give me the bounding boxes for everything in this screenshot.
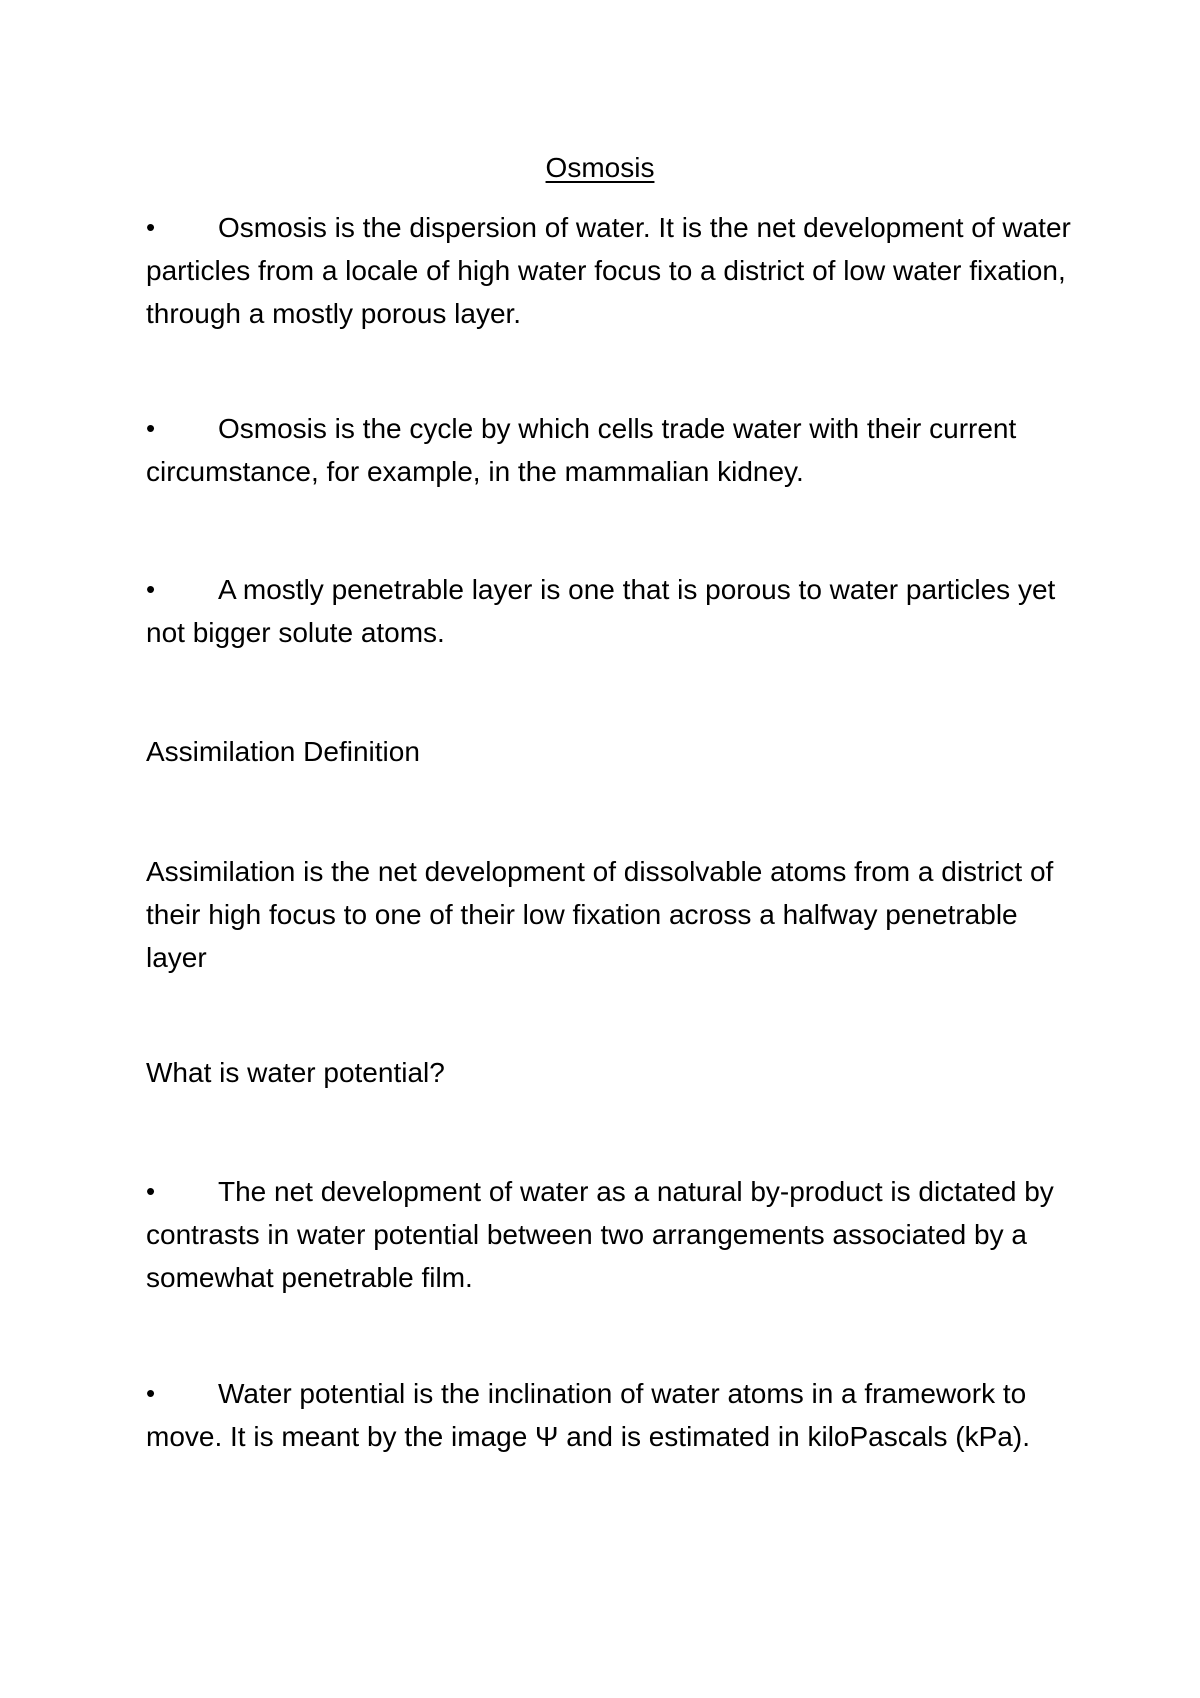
bullet-item	[146, 206, 1076, 335]
bullet-text: Water potential is the inclination of water atoms in a framework to move. It is meant by the image Ψ and is estimated in kiloPascals (kPa).	[146, 1378, 1030, 1452]
bullet-item	[146, 1170, 1076, 1299]
bullet-icon: •	[146, 1378, 156, 1408]
bullet-text: Osmosis is the cycle by which cells trade water with their current circumstance, for example, in the mammalian kidney.	[146, 413, 1017, 487]
bullet-icon: •	[146, 574, 156, 604]
bullet-icon: •	[146, 413, 156, 443]
bullet-text: The net development of water as a natural by-product is dictated by contrasts in water potential between two arrangements associated by a somewhat penetrable film.	[146, 1176, 1054, 1293]
bullet-item	[146, 568, 1076, 654]
section-heading-assimilation: Assimilation Definition	[146, 736, 420, 767]
bullet-icon: •	[146, 1176, 156, 1206]
bullet-icon: •	[146, 212, 156, 242]
bullet-item	[146, 1372, 1076, 1458]
bullet-text: Osmosis is the dispersion of water. It is the net development of water particles from a locale of high water focus to a district of low water fixation, through a mostly porous layer.	[146, 212, 1071, 329]
section-heading-water-potential: What is water potential?	[146, 1057, 445, 1088]
bullet-text: A mostly penetrable layer is one that is porous to water particles yet not bigger solute atoms.	[146, 574, 1056, 648]
bullet-item	[146, 407, 1076, 493]
assimilation-paragraph: Assimilation is the net development of dissolvable atoms from a district of their high focus to one of their low fixation across a halfway penetrable layer	[146, 856, 1054, 973]
page-title: Osmosis	[545, 152, 655, 183]
